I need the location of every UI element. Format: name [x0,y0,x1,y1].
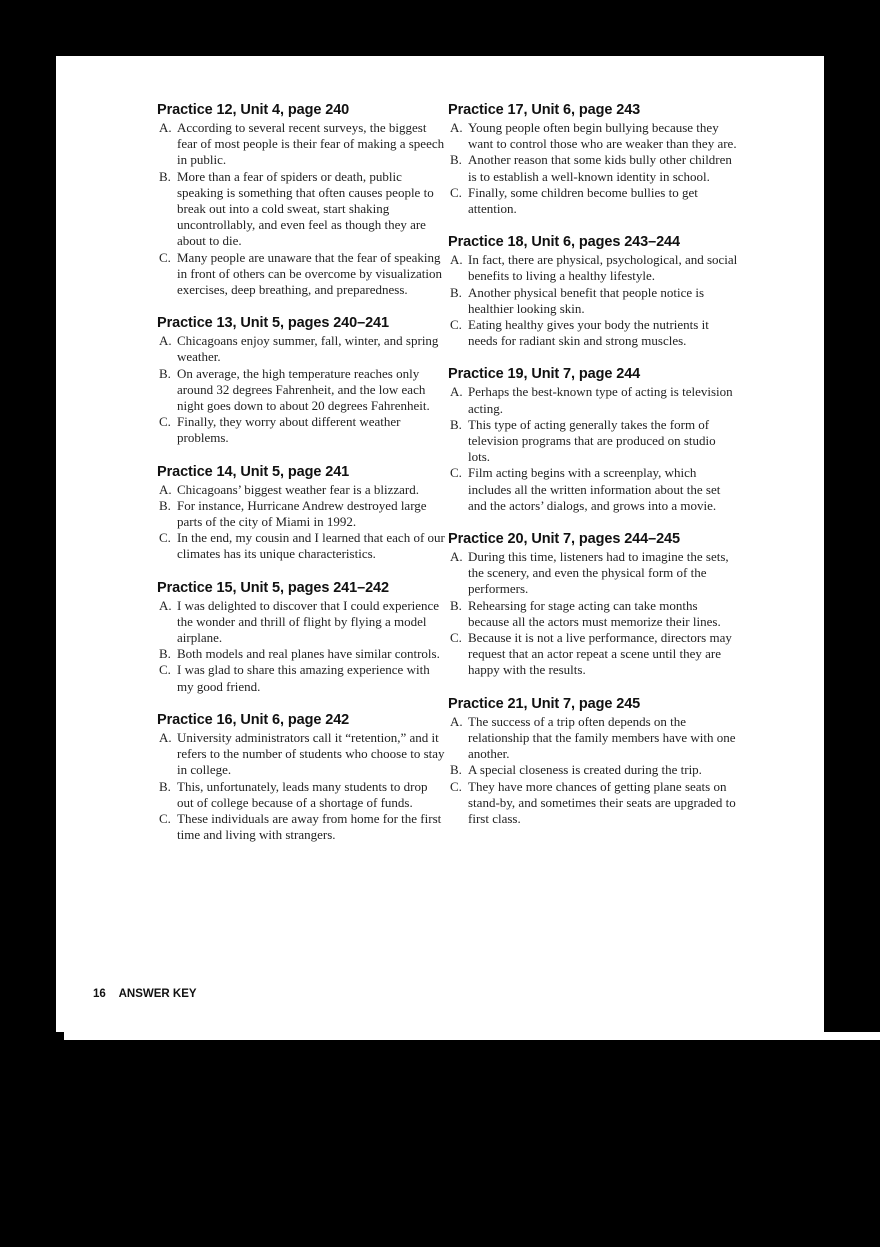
item-text: Because it is not a live performance, directors may request that an actor repeat a scene until they are happy with the results. [468,630,732,678]
answer-item [448,185,738,217]
item-letter: A. [450,120,463,135]
answer-item [157,530,447,562]
answer-item [157,250,447,299]
answer-item [157,779,447,811]
answer-item [448,152,738,184]
item-letter: B. [450,152,462,168]
section-heading: Practice 15, Unit 5, pages 241–242 [157,579,389,596]
item-letter: A. [159,597,172,613]
practice-section [157,463,447,563]
footer-label: ANSWER KEY [118,988,197,1000]
answer-item [448,285,738,317]
item-letter: C. [159,414,171,430]
item-letter: A. [450,384,463,400]
answer-item [448,120,738,152]
item-text: Film acting begins with a screenplay, which includes all the written information about the set and the actors’ dialogs, and grows into a movie. [468,465,721,513]
answer-item [157,482,447,498]
answer-item [157,598,447,647]
item-letter: A. [159,729,172,745]
item-text: Perhaps the best-known type of acting is television acting. [468,384,733,416]
answer-item [448,417,738,466]
answer-item [448,252,738,284]
item-letter: B. [450,284,462,300]
practice-section [448,101,738,217]
answer-item [448,630,738,679]
practice-section [448,695,738,827]
item-text: They have more chances of getting plane seats on stand-by, and sometimes their seats are upgraded to first class. [468,778,736,826]
answer-item [157,811,447,843]
item-text: Another reason that some kids bully other children is to establish a well-known identity in school. [468,152,732,184]
page-number: 16 [93,988,106,1000]
section-heading: Practice 13, Unit 5, pages 240–241 [157,315,389,332]
item-text: Chicagoans enjoy summer, fall, winter, and spring weather. [177,333,439,365]
answer-item [448,465,738,514]
item-text: These individuals are away from home for the first time and living with strangers. [177,810,442,843]
item-text: Chicagoans’ biggest weather fear is a blizzard. [177,481,419,497]
item-text: Both models and real planes have similar controls. [177,646,440,662]
section-heading: Practice 16, Unit 6, page 242 [157,711,350,728]
item-letter: A. [450,549,463,565]
section-heading: Practice 21, Unit 7, page 245 [448,695,641,712]
item-text: In the end, my cousin and I learned that each of our climates has its unique characteristics. [177,530,445,562]
item-text: According to several recent surveys, the biggest fear of most people is their fear of making a speech in public. [177,120,445,168]
answer-item [448,549,738,598]
item-letter: B. [450,416,462,432]
answer-item [448,714,738,763]
item-text: Finally, some children become bullies to get attention. [468,184,698,217]
practice-section [157,711,447,843]
item-text: I was glad to share this amazing experience with my good friend. [177,662,430,694]
practice-section [448,233,738,349]
practice-section [157,314,447,446]
item-text: This type of acting generally takes the form of television programs that are produced on studio lots. [468,416,716,465]
item-letter: A. [159,481,172,497]
item-letter: A. [450,252,463,268]
section-heading: Practice 20, Unit 7, pages 244–245 [448,531,680,548]
item-text: For instance, Hurricane Andrew destroyed large parts of the city of Miami in 1992. [177,497,427,530]
item-text: Another physical benefit that people notice is healthier looking skin. [468,284,705,316]
item-text: In fact, there are physical, psychological, and social benefits to living a healthy lifestyle. [468,252,738,284]
item-text: Young people often begin bullying because they want to control those who are weaker than they are. [468,120,737,152]
item-text: I was delighted to discover that I could experience the wonder and thrill of flight by flying a model airplane. [177,597,440,646]
item-letter: B. [450,597,462,613]
answer-item [448,779,738,828]
item-text: This, unfortunately, leads many students to drop out of college because of a shortage of funds. [177,778,428,810]
item-text: More than a fear of spiders or death, public speaking is something that often causes people to break out into a cold sweat, start shaking uncontrollably, and even feel as though they are about to die. [177,168,434,249]
item-letter: C. [159,249,171,265]
item-text: During this time, listeners had to imagine the sets, the scenery, and even the physical form of the performers. [468,549,729,597]
item-letter: C. [159,662,171,678]
answer-item [157,498,447,530]
item-letter: A. [159,120,172,135]
item-text: A special closeness is created during the trip. [468,762,702,778]
answer-item [157,169,447,250]
answer-item [448,317,738,349]
answer-item [157,646,447,662]
item-text: Rehearsing for stage acting can take months because all the actors must memorize their lines. [468,597,721,629]
item-letter: A. [159,333,172,349]
item-text: Finally, they worry about different weather problems. [177,414,401,446]
item-letter: C. [159,810,171,826]
item-letter: B. [159,497,171,513]
item-text: Many people are unaware that the fear of speaking in front of others can be overcome by visualization exercises, deep breathing, and preparedness. [177,249,442,298]
answer-item [157,366,447,415]
item-text: Eating healthy gives your body the nutrients it needs for radiant skin and strong muscles. [468,317,709,349]
practice-section [157,579,447,695]
item-letter: A. [450,713,463,729]
answer-item [157,414,447,446]
item-letter: B. [159,365,171,381]
left-column [157,101,447,859]
answer-item [157,333,447,365]
item-letter: C. [450,778,462,794]
item-letter: C. [450,465,462,481]
right-column [448,101,738,843]
item-letter: C. [450,184,462,200]
section-heading: Practice 19, Unit 7, page 244 [448,366,641,383]
section-heading: Practice 12, Unit 4, page 240 [157,102,350,118]
answer-item [157,662,447,694]
item-letter: C. [450,630,462,646]
practice-section [157,101,447,298]
answer-item [448,762,738,778]
section-heading: Practice 17, Unit 6, page 243 [448,102,641,118]
page-shadow-strip [64,1032,880,1040]
practice-section [448,365,738,514]
section-heading: Practice 14, Unit 5, page 241 [157,463,350,480]
item-text: University administrators call it “retention,” and it refers to the number of students who choose to stay in college. [177,729,445,778]
item-letter: B. [159,646,171,662]
answer-item [448,598,738,630]
item-text: The success of a trip often depends on the relationship that the family members have with one another. [468,713,736,762]
answer-item [157,120,447,169]
item-letter: B. [159,778,171,794]
item-letter: B. [450,762,462,778]
page-footer [93,988,197,1000]
item-letter: C. [450,317,462,333]
answer-item [157,730,447,779]
item-letter: B. [159,168,171,184]
practice-section [448,530,738,679]
item-letter: C. [159,530,171,546]
section-heading: Practice 18, Unit 6, pages 243–244 [448,234,680,251]
answer-item [448,384,738,416]
item-text: On average, the high temperature reaches only around 32 degrees Fahrenheit, and the low each night goes down to about 20 degrees Fahrenheit. [177,365,430,414]
